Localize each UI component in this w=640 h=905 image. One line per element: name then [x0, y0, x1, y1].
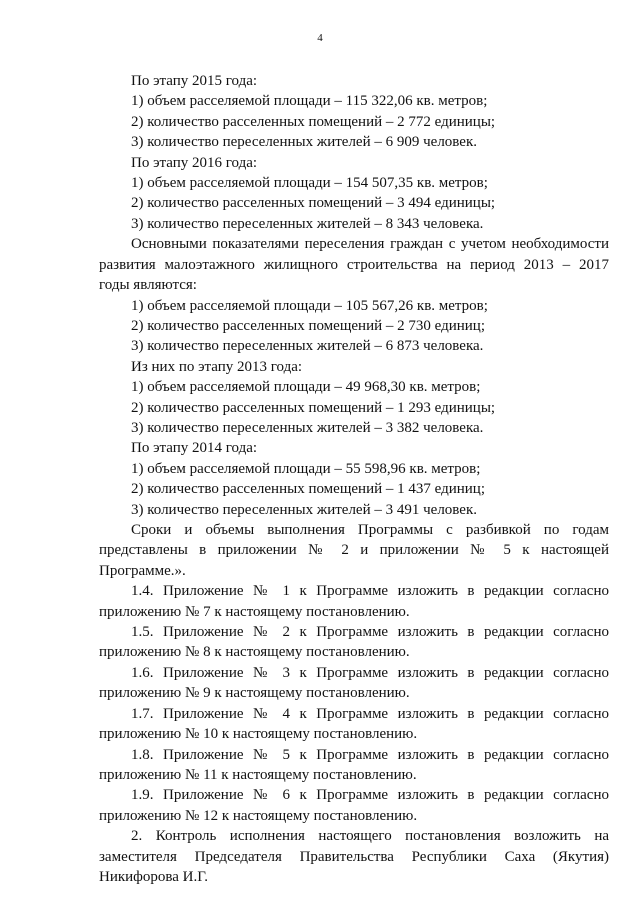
- text-line: 3) количество переселенных жителей – 3 491 человек.: [131, 502, 477, 518]
- text-line: годы являются:: [99, 277, 197, 293]
- text-line: 1.9. Приложение № 6 к Программе изложить в редакции согласно: [131, 787, 609, 803]
- text-line: Сроки и объемы выполнения Программы с разбивкой по годам: [131, 522, 609, 538]
- text-line: 1) объем расселяемой площади – 55 598,96 кв. метров;: [131, 461, 481, 477]
- text-line: приложению № 8 к настоящему постановлению.: [99, 644, 410, 660]
- text-line: 3) количество переселенных жителей – 3 382 человека.: [131, 420, 484, 436]
- text-line: 3) количество переселенных жителей – 8 343 человека.: [131, 216, 484, 232]
- text-line: Программе.».: [99, 563, 186, 579]
- text-line: 2) количество расселенных помещений – 1 437 единиц;: [131, 481, 485, 497]
- text-line: Основными показателями переселения граждан с учетом необходимости: [131, 236, 609, 252]
- text-line: 1.6. Приложение № 3 к Программе изложить в редакции согласно: [131, 665, 609, 681]
- text-line: 1) объем расселяемой площади – 154 507,35 кв. метров;: [131, 175, 488, 191]
- text-line: 2. Контроль исполнения настоящего постановления возложить на: [131, 828, 609, 844]
- text-line: По этапу 2015 года:: [131, 73, 258, 89]
- text-line: приложению № 12 к настоящему постановлению.: [99, 808, 418, 824]
- text-line: 2) количество расселенных помещений – 2 772 единицы;: [131, 114, 496, 130]
- text-line: приложению № 10 к настоящему постановлению.: [99, 726, 418, 742]
- text-line: 1) объем расселяемой площади – 115 322,06 кв. метров;: [131, 93, 488, 109]
- text-line: По этапу 2016 года:: [131, 155, 258, 171]
- text-line: представлены в приложении № 2 и приложении № 5 к настоящей: [99, 542, 609, 558]
- text-line: приложению № 7 к настоящему постановлению.: [99, 604, 410, 620]
- text-line: приложению № 9 к настоящему постановлению.: [99, 685, 410, 701]
- text-line: 1.8. Приложение № 5 к Программе изложить в редакции согласно: [131, 747, 609, 763]
- text-line: По этапу 2014 года:: [131, 440, 258, 456]
- text-line: 2) количество расселенных помещений – 1 293 единицы;: [131, 400, 496, 416]
- text-line: 1) объем расселяемой площади – 105 567,26 кв. метров;: [131, 298, 488, 314]
- text-line: 3) количество переселенных жителей – 6 909 человек.: [131, 134, 477, 150]
- text-line: Никифорова И.Г.: [99, 869, 208, 885]
- text-line: приложению № 11 к настоящему постановлению.: [99, 767, 417, 783]
- text-line: развития малоэтажного жилищного строительства на период 2013 – 2017: [99, 257, 609, 273]
- text-line: 2) количество расселенных помещений – 3 494 единицы;: [131, 195, 496, 211]
- text-line: 1) объем расселяемой площади – 49 968,30 кв. метров;: [131, 379, 481, 395]
- page-number: 4: [317, 32, 323, 44]
- text-line: заместителя Председателя Правительства Республики Саха (Якутия): [99, 849, 609, 865]
- text-line: 1.5. Приложение № 2 к Программе изложить в редакции согласно: [131, 624, 609, 640]
- text-line: 2) количество расселенных помещений – 2 730 единиц;: [131, 318, 485, 334]
- text-line: Из них по этапу 2013 года:: [131, 359, 303, 375]
- text-line: 1.4. Приложение № 1 к Программе изложить в редакции согласно: [131, 583, 609, 599]
- text-line: 3) количество переселенных жителей – 6 873 человека.: [131, 338, 484, 354]
- text-line: 1.7. Приложение № 4 к Программе изложить в редакции согласно: [131, 706, 609, 722]
